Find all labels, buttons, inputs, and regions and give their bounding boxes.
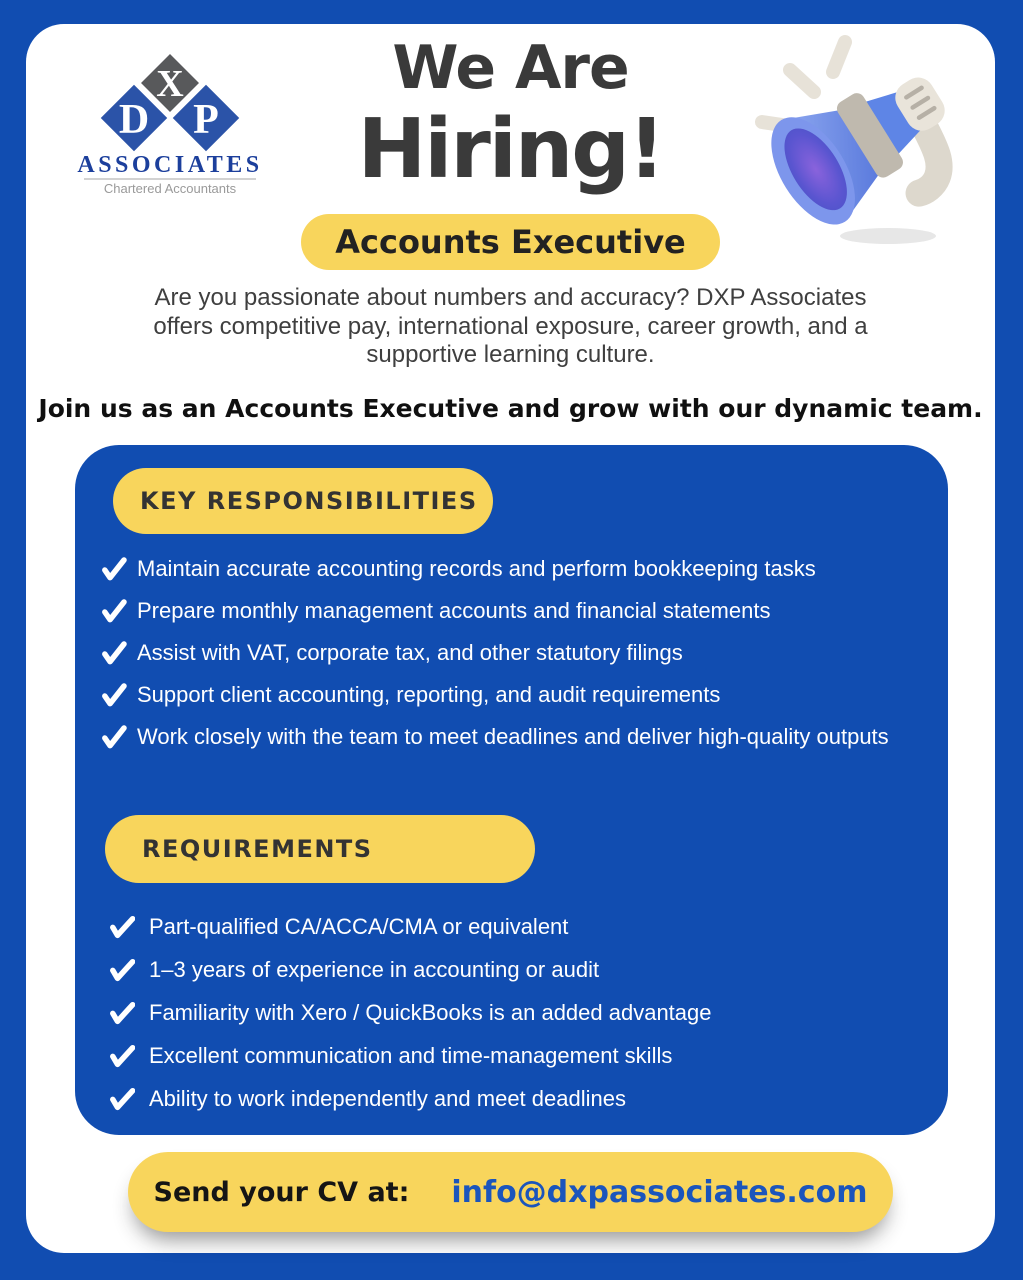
list-item-text: Assist with VAT, corporate tax, and other statutory filings	[137, 640, 683, 665]
list-item	[101, 597, 941, 625]
intro-line: Are you passionate about numbers and accuracy? DXP Associates	[154, 284, 867, 311]
list-item	[109, 956, 929, 984]
list-item-text: 1–3 years of experience in accounting or audit	[149, 957, 600, 982]
list-item-text: Support client accounting, reporting, and audit requirements	[137, 682, 721, 707]
list-item-text: Work closely with the team to meet deadlines and deliver high-quality outputs	[137, 724, 889, 749]
check-icon	[109, 1086, 135, 1112]
cta-email[interactable]: info@dxpassociates.com	[451, 1174, 868, 1210]
cta-label: Send your CV at:	[153, 1176, 410, 1208]
logo-letter-p: P	[193, 97, 219, 143]
list-item-text: Prepare monthly management accounts and financial statements	[137, 598, 771, 623]
list-item	[109, 1042, 929, 1070]
check-icon	[101, 556, 127, 582]
list-item-text: Part-qualified CA/ACCA/CMA or equivalent	[149, 914, 569, 939]
intro-line: offers competitive pay, international exposure, career growth, and a	[153, 312, 868, 340]
check-icon	[101, 682, 127, 708]
intro-paragraph	[26, 284, 995, 370]
poster-card	[26, 24, 995, 1253]
list-item	[101, 723, 941, 751]
requirements-list	[109, 913, 929, 1113]
list-item	[109, 999, 929, 1027]
join-line: Join us as an Accounts Executive and grow with our dynamic team.	[38, 394, 983, 423]
logo-company-name: ASSOCIATES	[77, 152, 263, 178]
headline-line2: Hiring!	[357, 102, 664, 197]
info-panel	[75, 445, 948, 1135]
list-item	[109, 1085, 929, 1113]
list-item-text: Ability to work independently and meet deadlines	[149, 1086, 626, 1111]
role-badge: Accounts Executive	[301, 214, 720, 270]
list-item	[101, 555, 941, 583]
headline-line1: We Are	[392, 33, 629, 103]
responsibilities-list	[101, 555, 941, 751]
logo-letter-x: X	[156, 63, 184, 105]
list-item	[109, 913, 929, 941]
check-icon	[109, 1043, 135, 1069]
list-item-text: Familiarity with Xero / QuickBooks is an added advantage	[149, 1000, 712, 1025]
list-item-text: Maintain accurate accounting records and perform bookkeeping tasks	[137, 556, 816, 581]
requirements-heading-badge: REQUIREMENTS	[105, 815, 535, 883]
check-icon	[109, 957, 135, 983]
intro-line: supportive learning culture.	[366, 341, 655, 368]
check-icon	[101, 598, 127, 624]
list-item-text: Excellent communication and time-management skills	[149, 1043, 673, 1068]
logo-letter-d: D	[118, 97, 150, 143]
list-item	[101, 681, 941, 709]
responsibilities-heading-badge: KEY RESPONSIBILITIES	[113, 468, 493, 534]
check-icon	[101, 640, 127, 666]
list-item	[101, 639, 941, 667]
check-icon	[109, 914, 135, 940]
cta-pill	[128, 1152, 893, 1232]
check-icon	[101, 724, 127, 750]
check-icon	[109, 1000, 135, 1026]
headline	[26, 32, 995, 196]
logo-tagline: Chartered Accountants	[103, 181, 237, 196]
